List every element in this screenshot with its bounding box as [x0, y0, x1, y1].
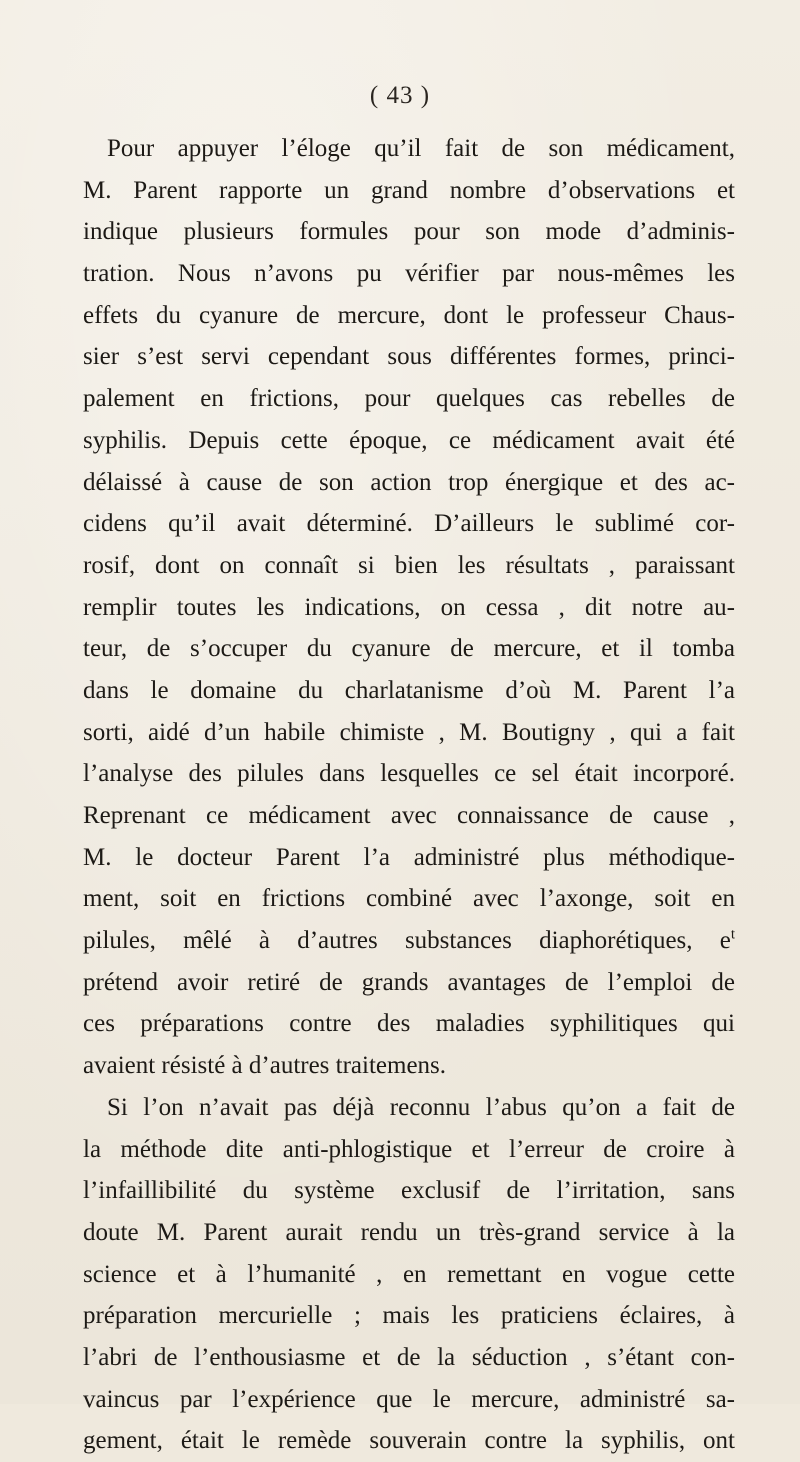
text-line: syphilis. Depuis cette époque, ce médicament avait été	[83, 426, 735, 454]
text-line: science et à l’humanité , en remettant en vogue cette	[83, 1260, 735, 1288]
body-text	[83, 128, 735, 1462]
text-line: sier s’est servi cependant sous différentes formes, princi-	[83, 343, 735, 371]
text-line: gement, était le remède souverain contre la syphilis, ont	[83, 1427, 735, 1455]
text-line: Pour appuyer l’éloge qu’il fait de son médicament,	[107, 135, 735, 162]
text-line: l’abri de l’enthousiasme et de la séduction , s’étant con-	[83, 1343, 735, 1371]
text-line: avaient résisté à d’autres traitemens.	[83, 1052, 447, 1080]
text-line: tration. Nous n’avons pu vérifier par nous-mêmes les	[83, 260, 735, 288]
text-line: remplir toutes les indications, on cessa , dit notre au-	[83, 593, 735, 621]
text-line: dans le domaine du charlatanisme d’où M. Parent l’a	[83, 676, 735, 704]
text-line: Si l’on n’avait pas déjà reconnu l’abus qu’on a fait de	[107, 1093, 735, 1121]
text-line: Reprenant ce médicament avec connaissance de cause ,	[83, 802, 735, 829]
text-line: l’analyse des pilules dans lesquelles ce sel était incorporé.	[83, 760, 735, 788]
text-line: prétend avoir retiré de grands avantages de l’emploi de	[83, 968, 735, 996]
text-line: vaincus par l’expérience que le mercure, administré sa-	[83, 1385, 735, 1413]
text-line: délaissé à cause de son action trop énergique et des ac-	[83, 468, 735, 496]
text-line: ment, soit en frictions combiné avec l’axonge, soit en	[83, 885, 735, 913]
text-line	[83, 920, 735, 962]
text-line: préparation mercurielle ; mais les praticiens éclaires, à	[83, 1302, 735, 1330]
text-line: palement en frictions, pour quelques cas rebelles de	[83, 385, 735, 413]
text-line: teur, de s’occuper du cyanure de mercure, et il tomba	[83, 635, 735, 663]
text-line: cidens qu’il avait déterminé. D’ailleurs le sublimé cor-	[83, 510, 735, 538]
text-line: l’infaillibilité du système exclusif de l’irritation, sans	[83, 1177, 735, 1205]
text-line: effets du cyanure de mercure, dont le professeur Chaus-	[83, 301, 735, 329]
text-line: indique plusieurs formules pour son mode d’adminis-	[83, 218, 735, 246]
text-line: la méthode dite anti-phlogistique et l’erreur de croire à	[83, 1135, 735, 1163]
text-line: ces préparations contre des maladies syphilitiques qui	[83, 1010, 735, 1038]
text-line-segment: pilules, mêlé à d’autres substances diaphorétiques, e	[83, 927, 731, 955]
text-line: doute M. Parent aurait rendu un très-grand service à la	[83, 1218, 735, 1246]
text-line: rosif, dont on connaît si bien les résultats , paraissant	[83, 551, 735, 579]
superscript: t	[730, 926, 735, 943]
page-number: ( 43 )	[369, 82, 431, 109]
text-line: M. Parent rapporte un grand nombre d’observations et	[83, 176, 735, 204]
text-line: sorti, aidé d’un habile chimiste , M. Boutigny , qui a fait	[83, 718, 735, 746]
text-line: M. le docteur Parent l’a administré plus méthodique-	[83, 843, 735, 871]
